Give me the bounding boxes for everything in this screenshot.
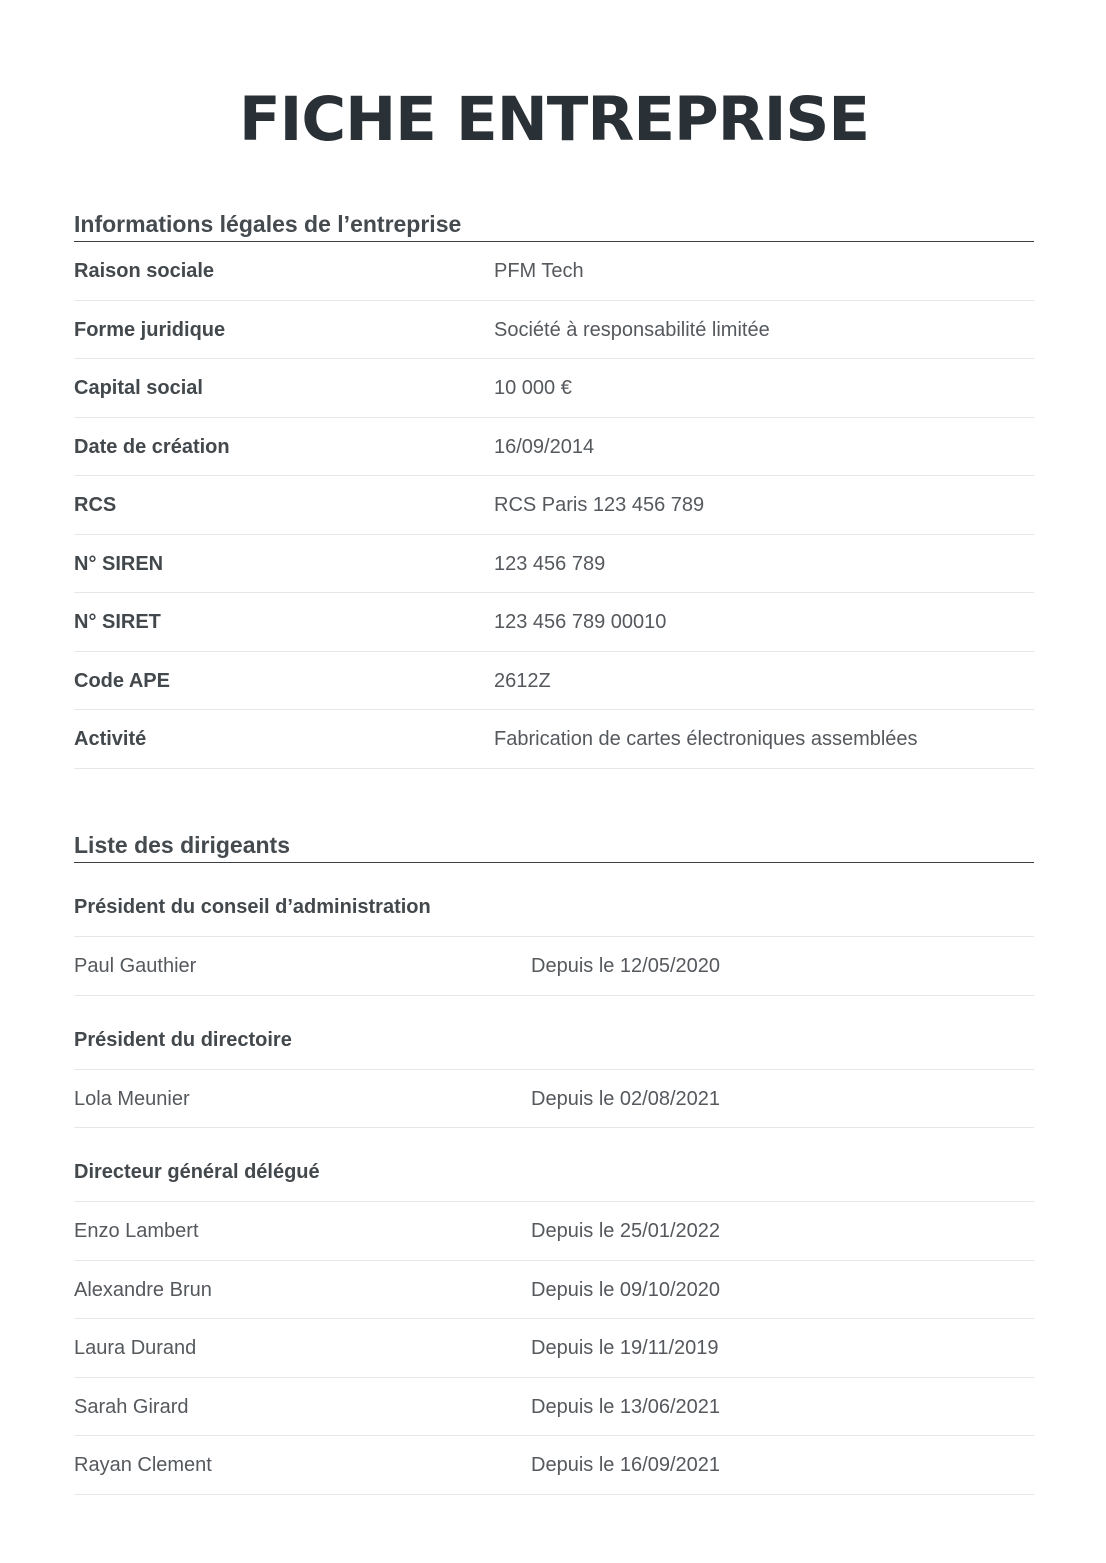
legal-label: Date de création [74, 435, 230, 458]
legal-row-raison-sociale [74, 242, 1034, 301]
director-since: Depuis le 16/09/2021 [531, 1454, 721, 1476]
director-since: Depuis le 13/06/2021 [531, 1395, 721, 1418]
director-name: Enzo Lambert [74, 1220, 199, 1242]
director-role: Président du directoire [74, 1028, 292, 1051]
director-role-row [74, 863, 1034, 937]
directors-section [74, 822, 1034, 1495]
director-since: Depuis le 12/05/2020 [531, 955, 721, 977]
directors-heading [74, 822, 1034, 863]
legal-label: RCS [74, 494, 117, 516]
legal-row-forme-juridique [74, 301, 1034, 360]
director-name: Rayan Clement [74, 1454, 212, 1476]
legal-row-siret [74, 593, 1034, 652]
director-since: Depuis le 02/08/2021 [531, 1087, 721, 1110]
director-role: Président du conseil d’administration [74, 896, 431, 918]
director-name: Lola Meunier [74, 1087, 190, 1110]
director-since: Depuis le 09/10/2020 [531, 1278, 721, 1301]
legal-label: Forme juridique [74, 318, 226, 341]
legal-value: Fabrication de cartes électroniques assemblées [494, 728, 918, 750]
director-role-row [74, 996, 1034, 1070]
director-row [74, 1261, 1034, 1320]
director-row [74, 1378, 1034, 1437]
director-name: Alexandre Brun [74, 1278, 212, 1301]
legal-label: N° SIREN [74, 552, 164, 575]
director-name: Sarah Girard [74, 1395, 189, 1418]
legal-row-capital-social [74, 359, 1034, 418]
legal-label: Raison sociale [74, 260, 215, 282]
legal-label: N° SIRET [74, 611, 161, 633]
director-role-row [74, 1128, 1034, 1202]
legal-row-siren [74, 535, 1034, 594]
directors-heading-text: Liste des dirigeants [74, 832, 291, 858]
director-name: Paul Gauthier [74, 955, 197, 977]
legal-label: Capital social [74, 377, 203, 399]
legal-value: 123 456 789 [494, 552, 606, 575]
legal-value: 2612Z [494, 669, 551, 692]
legal-value: Société à responsabilité limitée [494, 318, 770, 341]
legal-row-code-ape [74, 652, 1034, 711]
director-row [74, 1070, 1034, 1129]
document-title: FICHE ENTREPRISE [238, 84, 870, 155]
legal-value: PFM Tech [494, 260, 584, 282]
director-since: Depuis le 25/01/2022 [531, 1220, 721, 1242]
director-name: Laura Durand [74, 1337, 197, 1359]
director-row [74, 1319, 1034, 1378]
legal-label: Code APE [74, 669, 170, 692]
legal-value: 123 456 789 00010 [494, 611, 667, 633]
legal-row-activite [74, 710, 1034, 769]
legal-info-section [74, 201, 1034, 769]
legal-info-heading-text: Informations légales de l’entreprise [74, 211, 462, 237]
director-row [74, 1436, 1034, 1495]
director-role: Directeur général délégué [74, 1161, 320, 1183]
legal-row-date-creation [74, 418, 1034, 477]
director-row [74, 1202, 1034, 1261]
legal-row-rcs [74, 476, 1034, 535]
legal-value: 10 000 € [494, 377, 572, 399]
legal-label: Activité [74, 728, 147, 750]
legal-info-heading [74, 201, 1034, 242]
legal-value: 16/09/2014 [494, 435, 595, 458]
director-row [74, 937, 1034, 996]
director-since: Depuis le 19/11/2019 [531, 1337, 719, 1359]
legal-value: RCS Paris 123 456 789 [494, 494, 705, 516]
